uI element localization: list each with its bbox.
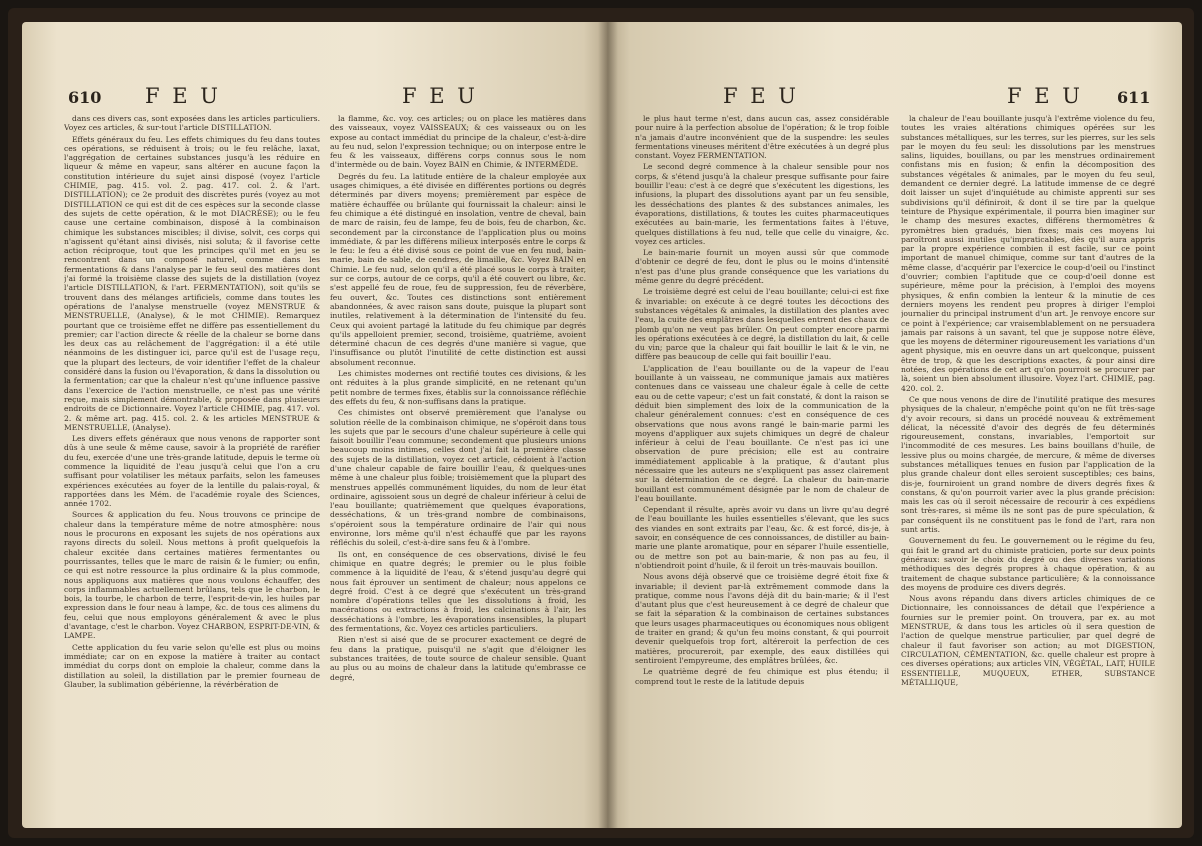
left-running-head-left: F E U <box>145 84 221 108</box>
paragraph: Le bain-marie fournit un moyen aussi sûr que commode d'obtenir ce degré de feu, dont le plus ou le moins d'intensité n'est pas d'une plus grande conséquence que les variations du même genre du degré précédent. <box>635 248 889 286</box>
paragraph: Les chimistes modernes ont rectifié toutes ces divisions, & les ont réduites à la plus grande simplicité, en ne retenant qu'un petit nombre de termes fixes, établis sur la connoissance réfléchie des effets du feu, & non-suffisans dans la pratique. <box>330 369 586 406</box>
paragraph: Degrés du feu. La latitude entière de la chaleur employée aux usages chimiques, a été divisée en différentes portions ou degrés déterminés par divers moyens; premièrement par espèce de matière échauffée ou brûlante qui fournissait la chaleur: ainsi le feu chimique a été distingué en insolation, ventre de cheval, bain de marc de raisin, feu de lampe, feu de bois, feu de charbon, &c. secondement par la circonstance de l'application plus ou moins immédiate, & par les différens milieux interposés entre le corps & le feu: le feu a été divisé sous ce point de vue en feu nud, bain-marie, bain de sable, de cendres, de limaille, &c. Voyez BAIN en Chimie. Le feu nud, selon qu'il a été placé sous le corps à traiter, sur ce corps, autour de ce corps, qu'il a été couvert ou libre, &c. s'est appellé feu de roue, feu de suppression, feu de réverbère, feu ouvert, &c. Toutes ces distinctions sont entièrement abandonnées, & avec raison sans doute, puisque la plupart sont inutiles, relativement à la détermination de l'intensité du feu. Ceux qui avoient partagé la latitude du feu chimique par degrés qu'ils appelloient premier, second, troisième, quatrième, avoient déterminé chacun de ces degrés d'une manière si vague, que l'insuffisance ou plutôt l'inutilité de cette distinction est aussi absolument reconnue. <box>330 171 586 367</box>
paragraph: Ces chimistes ont observé premièrement que l'analyse ou solution réelle de la combinaison chimique, ne s'opéroit dans tous les sujets que par le secours d'une chaleur supérieure à celle qui faisoit bouillir l'eau commune; secondement que plusieurs unions beaucoup moins intimes, celles dont j'ai fait la première classe des sujets de la distillation, voyez cet article, cédoient à l'action d'une chaleur capable de faire bouillir l'eau, & quelques-unes même à une chaleur plus foible; troisièmement que la plupart des menstrues appellés communément liquides, du nom de leur état ordinaire, agissoient sous un degré de chaleur inférieur à celui de l'eau bouillante; quatrièmement que quelques évaporations, desséchations, & un très-grand nombre de combinaisons, s'opéroient sous la température ordinaire de l'air qui nous environne, lors même qu'il n'est échauffé que par les rayons réfléchis du soleil, c'est-à-dire sans feu & à l'ombre. <box>330 408 586 548</box>
right-running-head-right: F E U <box>1007 84 1083 108</box>
paragraph: L'application de l'eau bouillante ou de la vapeur de l'eau bouillante à un vaisseau, ne communique jamais aux matières contenues dans ce vaisseau une chaleur égale à celle de cette eau ou de cette vapeur; c'est un fait constaté, & dont la raison se déduit bien simplement des loix de la communication de la chaleur généralement connues: c'est en conséquence de ces observations que nous avons rangé le bain-marie parmi les moyens d'appliquer aux sujets chimiques un degré de chaleur inférieur à celui de l'eau bouillante. Ce n'est pas ici une observation de pure précision; elle est au contraire immédiatement applicable à la pratique, & d'autant plus nécessaire que les auteurs ne s'expliquent pas assez clairement sur la détermination de ce degré. La chaleur du bain-marie bouillant est communément désignée par le nom de chaleur de l'eau bouillante. <box>635 363 889 503</box>
paragraph: Effets généraux du feu. Les effets chimiques du feu dans toutes ces opérations, se réduisent à trois; ou le feu relâche, laxat, l'aggrégation de certaines substances jusqu'à les réduire en liqueur & même en vapeur, sans altérer en aucune façon la constitution intérieure du sujet ainsi disposé (voyez l'article CHIMIE, pag. 415. vol. 2. pag. 417. col. 2. & l'art. DISTILLATION); ce 2e produit des discrètes purés (voyez au mot DISTILLATION ce qui est dit de ces espèces sur la seconde classe des sujets de cette opération, & le mot DIACRÈSE); ou le feu cause une certaine combinaison, disposé à la combinaison chimique les substances miscibles; il divise, solvit, ces corps qui n'agissent qu'étant ainsi divisés, nisi soluta; & il favorise cette action réciproque, tout que les principes qu'il met en jeu se rencontrent dans un composé naturel, comme dans les fermentations & dans l'analyse par le feu seul des matières dont j'ai formé la troisième classe des sujets de la distillation (voyez l'article DISTILLATION, & l'art. FERMENTATION), soit qu'ils se trouvent dans des mélanges artificiels, comme dans toutes les opérations de l'analyse menstruelle (voyez MENSTRUE & MENSTRUELLE, (Analyse), & le mot CHIMIE). Remarquez pourtant que ce troisième effet ne diffère pas essentiellement du premier; car l'action directe & réelle de la chaleur se borne dans les deux cas au relâchement de l'aggrégation: il a été utile néanmoins de les distinguer ici, parce qu'il est de l'usage reçu, que la plupart des lecteurs, de voir identifier l'effet de la chaleur considéré dans la fusion ou l'évaporation, & dans la dissolution ou la fermentation; car que la chaleur n'est qu'une influence passive dans l'exercice de l'action menstruelle, ce n'est pas une vérité reçue, mais simplement démontrable, & proposée dans plusieurs endroits de ce Dictionnaire. Voyez l'article CHIMIE, pag. 417. vol. 2. & même art. pag. 415. col. 2. & les articles MENSTRUE & MENSTRUELLE, (Analyse). <box>64 134 320 432</box>
paragraph: Nous avons déjà observé que ce troisième degré étoit fixe & invariable; il devient par-là extrêmement commode dans la pratique, comme nous l'avons déjà dit du bain-marie; & il l'est d'autant plus que c'est heureusement à ce degré de chaleur que se fait la séparation & la combinaison de certaines substances que leurs usages pharmaceutiques ou économiques nous obligent de traiter en grand; & qu'un feu moins constant, & qui pourroit devenir quelquefois trop fort, altéreroit la perfection de ces matières, procureroit, par exemple, des eaux distillées qui sentiroient l'empyreume, des emplâtres brûlées, &c. <box>635 572 889 665</box>
paragraph: Ils ont, en conséquence de ces observations, divisé le feu chimique en quatre degrés; le premier ou le plus foible commence à la liquidité de l'eau, & s'étend jusqu'au degré qui nous fait éprouver un sentiment de chaleur; nous appelons ce degré froid. C'est à ce degré que s'exécutent un très-grand nombre d'opérations telles que les dissolutions à froid, les macérations ou extractions à froid, les calcinations à l'air, les desséchations à l'ombre, les évaporations insensibles, la plupart des fermentations, &c. Voyez ces articles particuliers. <box>330 549 586 634</box>
paragraph: la chaleur de l'eau bouillante jusqu'à l'extrême violence du feu, toutes les vraies altérations chimiques opérées sur les substances métalliques, sur les terres, sur les pierres, sur les sels par le moyen du feu seul: les dissolutions par les menstrues salins, liquides, bouillans, ou par les menstrues ordinairement confistans mis en fusion; & enfin la décomposition des substances végétales & animales, par le moyen du feu seul, demandent ce dernier degré. La latitude immense de ce degré doit laisser un sujet d'inquiétude au chimiste apprenti sur ses subdivisions qu'il définiroit, & dont il se tire par la quelque teinture de Physique expérimentale, il pourra bien imaginer sur le champ des mesures exactes, différens thermomètres & pyromètres bien gradués, bien fixes; mais ces moyens lui paroîtront aussi inutiles qu'impraticables, dès qu'il aura appris par la propre expérience combien il est facile, sur ce point important de manuel chimique, comme sur tant d'autres de la même classe, d'acquérir par l'exercice le coup-d'oeil ou l'instinct d'ouvrier; combien l'aptitude que ce coup-d'oeil donne est supérieure, même pour la précision, à l'emploi des moyens physiques, & enfin combien la lenteur & la minutie de ces derniers moyens les rendent peu propres à diriger l'emploi journalier du principal instrument d'un art. Je renvoye encore sur ce point à l'expérience; car vraisemblablement on ne persuadera jamais par raisons à un savant, tel que je suppose notre élève, que les moyens de déterminer rigoureusement les variations d'un agent physique, mis en oeuvre dans un art quelconque, puissent être de trop, & que les descriptions exactes, & pour ainsi dire notées, des opérations de cet art qu'on pourroit se procurer par là, soient un bien absolument illusoire. Voyez l'art. CHIMIE, pag. 420. col. 2. <box>901 114 1155 393</box>
book-gutter <box>598 22 618 828</box>
left-page-number: 610 <box>68 88 102 107</box>
right-page-column-2 <box>901 114 1155 808</box>
paragraph: Rien n'est si aisé que de se procurer exactement ce degré de feu dans la pratique, puisqu'il ne s'agit que d'éloigner les substances traitées, de toute source de chaleur sensible. Quant au plus ou au moins de chaleur dans la latitude qu'embrasse ce degré, <box>330 635 586 682</box>
left-page-header <box>22 84 607 110</box>
left-page-column-1 <box>64 114 320 808</box>
paragraph: Cependant il résulte, après avoir vu dans un livre qu'au degré de l'eau bouillante les huiles essentielles s'élevant, que les sucs des viandes en sont extraits par l'eau, &c. & est forcé, dis-je, à savoir, en conséquence de ces connoissances, de distiller au bain-marie une plante aromatique, pour en séparer l'huile essentielle, ou de mettre son pot au bain-marie, & non pas au feu, il n'obtiendroit point d'huile, & il feroit un très-mauvais bouillon. <box>635 505 889 570</box>
right-page-header <box>607 84 1182 110</box>
paragraph: Le troisième degré est celui de l'eau bouillante; celui-ci est fixe & invariable: on exécute à ce degré toutes les décoctions des substances végétales & animales, la distillation des plantes avec l'eau, la cuite des emplâtres dans lesquelles entrent des chaux de plomb qu'on ne veut pas brûler. On peut compter encore parmi les opérations exécutées à ce degré, la distillation du lait, & celle du vin; parce que la chaleur qui fait bouillir le lait & le vin, ne diffère pas beaucoup de celle qui fait bouillir l'eau. <box>635 287 889 362</box>
paragraph: Sources & application du feu. Nous trouvons ce principe de chaleur dans la température même de notre atmosphère: nous nous le procurons en exposant les sujets de nos opérations aux rayons directs du soleil. Nous mettons à profit quelquefois la chaleur excitée dans certaines matières fermentantes ou pourrissantes, telles que le marc de raisin & le fumier; ou enfin, ce qui est notre ressource la plus ordinaire & la plus commode, nous appliquons aux matières que nous voulons échauffer, des corps inflammables actuellement brûlans, tels que le charbon, le bois, la tourbe, le charbon de terre, l'esprit-de-vin, les huiles par expression dans le four neau à lampe, &c. de tous ces alimens du feu, celui que nous employons généralement & avec le plus d'avantage, c'est le charbon. Voyez CHARBON, ESPRIT-DE-VIN, & LAMPE. <box>64 510 320 641</box>
paragraph: le plus haut terme n'est, dans aucun cas, assez considérable pour nuire à la perfection absolue de l'opération; & le trop foible n'a jamais d'autre inconvénient que de la suspendre: les seules fermentations vineuses méritent d'être exécutées à un degré plus constant. Voyez FERMENTATION. <box>635 114 889 161</box>
right-page-column-1 <box>635 114 889 808</box>
left-page-column-2 <box>330 114 586 808</box>
paragraph: Le quatrième degré de feu chimique est plus étendu; il comprend tout le reste de la latitude depuis <box>635 667 889 686</box>
paragraph: Ce que nous venons de dire de l'inutilité pratique des mesures physiques de la chaleur, n'empêche point qu'on ne fût très-sage d'y avoir recours, si dans un procédé nouveau & extrêmement délicat, la nécessité d'avoir des degrés de feu déterminés rigoureusement, constans, invariables, l'emportoit sur l'incommodité de ces mesures. Les bains bouillans d'huile, de lessive plus ou moins chargée, de mercure, & même de diverses substances métalliques tenues en fusion par l'application de la plus grande chaleur dont elles seroient susceptibles; ces bains, dis-je, fourniroient un grand nombre de divers degrés fixes & constans, & qu'on pourroit varier avec la plus grande précision: mais les cas où il seroit nécessaire de recourir à ces expédiens sont très-rares, si même ils ne sont pas de pure spéculation, & par conséquent ils ne constituent pas le fond de l'art, rara non sunt artis. <box>901 394 1155 535</box>
paragraph: Le second degré commence à la chaleur sensible pour nos corps, & s'étend jusqu'à la chaleur presque suffisante pour faire bouillir l'eau: c'est à ce degré que s'exécutent les digestions, les infusions, la plupart des dissolutions ayant par un feu sensible, les desséchations des plantes & des substances animales, les évaporations, distillations, & toutes les cuites pharmaceutiques exécutées au bain-marie, les fermentations faites à l'étuve, quelques distillations à feu nud, telle que celle du vinaigre, &c. voyez ces articles. <box>635 162 889 246</box>
paragraph: Cette application du feu varie selon qu'elle est plus ou moins immédiate; car on en expose la matière à traiter au contact immédiat du corps dont on emploie la chaleur, comme dans la distillation au soleil, la distillation par le premier fourneau de Glauber, la sublimation gébérienne, la révérbération de <box>64 642 320 689</box>
paragraph: dans ces divers cas, sont exposées dans les articles particuliers. Voyez ces articles, & sur-tout l'article DISTILLATION. <box>64 114 320 133</box>
paragraph: Les divers effets généraux que nous venons de rapporter sont dûs à une seule & même cause, savoir à la propriété de raréfier du feu, exercée d'une une très-grande latitude, depuis le terme où commence la liquidité de l'eau jusqu'à celui que l'on a cru suffisant pour volatiliser les métaux parfaits, selon les fameuses expériences exécutées au foyer de la lentille du palais-royal, & rapportées dans les Mém. de l'académie royale des Sciences, année 1702. <box>64 434 320 509</box>
paragraph: la flamme, &c. voy. ces articles; ou on place les matières dans des vaisseaux, voyez VAISSEAUX; & ces vaisseaux ou on les expose au contact immédiat du principe de la chaleur, c'est-à-dire au feu nud, selon l'expression technique; ou on interpose entre le feu & les vaisseaux, différens corps connus sous le nom d'intermède ou de bain. Voyez BAIN en Chimie, & INTERMÈDE. <box>330 114 586 170</box>
open-book <box>8 8 1194 838</box>
paragraph: Nous avons répandu dans divers articles chimiques de ce Dictionnaire, les connoissances de détail que l'expérience a fournies sur le premier point. On trouvera, par ex. au mot MENSTRUE, & dans tous les articles où il sera question de l'action de quelque menstrue particulier, par quel degré de chaleur il faut favoriser son action; au mot DIGESTION, CIRCULATION, CÉMENTATION, &c. quelle chaleur est propre à ces diverses opérations; aux articles VIN, VÉGÉTAL, LAIT, HUILE ESSENTIELLE, MUQUEUX, ETHER, SUBSTANCE MÉTALLIQUE, <box>901 594 1155 687</box>
right-running-head-left: F E U <box>723 84 799 108</box>
paragraph: Gouvernement du feu. Le gouvernement ou le régime du feu, qui fait le grand art du chimiste praticien, porte sur deux points généraux: savoir le choix du degré ou des diverses variations méthodiques des degrés propres à chaque opération, & au traitement de chaque substance particulière; & la connoissance des moyens de produire ces divers degrés. <box>901 536 1155 592</box>
right-page <box>607 22 1182 828</box>
left-page <box>22 22 607 828</box>
right-page-number: 611 <box>1117 88 1151 107</box>
left-running-head-right: F E U <box>402 84 478 108</box>
